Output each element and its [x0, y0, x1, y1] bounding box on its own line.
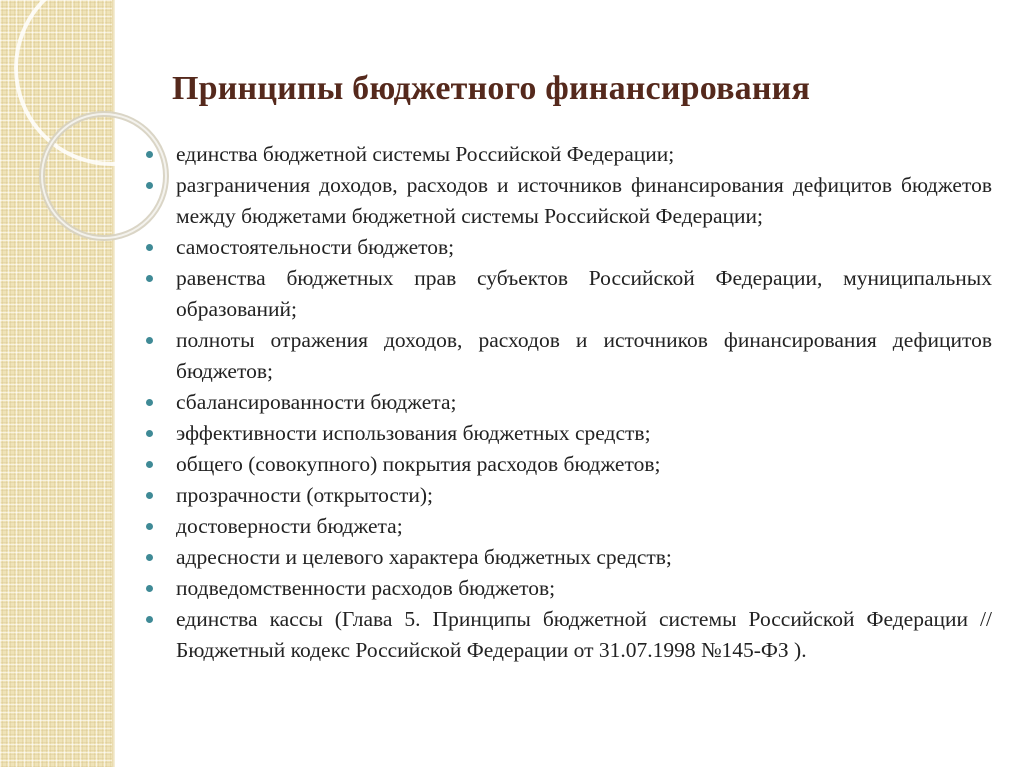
list-item	[146, 480, 992, 511]
principles-list	[146, 139, 992, 666]
list-item	[146, 170, 992, 232]
principle-text: подведомственности расходов бюджетов;	[176, 576, 556, 600]
principle-text: единства бюджетной системы Российской Федерации;	[176, 142, 675, 166]
list-item	[146, 325, 992, 387]
principle-text: общего (совокупного) покрытия расходов бюджетов;	[176, 452, 661, 476]
bullet-icon	[146, 523, 153, 530]
list-item	[146, 139, 992, 170]
list-item	[146, 511, 992, 542]
bullet-icon	[146, 461, 153, 468]
principle-text: полноты отражения доходов, расходов и источников финансирования дефицитов бюджетов;	[176, 328, 992, 383]
principle-text: самостоятельности бюджетов;	[176, 235, 455, 259]
list-item	[146, 263, 992, 325]
bullet-icon	[146, 399, 153, 406]
principle-text: единства кассы (Глава 5. Принципы бюджетной системы Российской Федерации // Бюджетный кодекс Российской Федерации от 31.07.1998 №145-ФЗ ).	[176, 607, 992, 662]
bullet-icon	[146, 430, 153, 437]
principle-text: сбалансированности бюджета;	[176, 390, 457, 414]
principle-text: разграничения доходов, расходов и источников финансирования дефицитов бюджетов между бюджетами бюджетной системы Российской Федерации;	[176, 173, 992, 228]
bullet-icon	[146, 182, 153, 189]
list-item	[146, 542, 992, 573]
list-item	[146, 449, 992, 480]
list-item	[146, 604, 992, 666]
slide-title: Принципы бюджетного финансирования	[172, 70, 811, 107]
principle-text: достоверности бюджета;	[176, 514, 403, 538]
principle-text: прозрачности (открытости);	[176, 483, 433, 507]
list-item	[146, 418, 992, 449]
list-item	[146, 232, 992, 263]
list-item	[146, 387, 992, 418]
principle-text: эффективности использования бюджетных средств;	[176, 421, 651, 445]
bullet-icon	[146, 554, 153, 561]
principle-text: равенства бюджетных прав субъектов Российской Федерации, муниципальных образований;	[176, 266, 992, 321]
bullet-icon	[146, 616, 153, 623]
bullet-icon	[146, 337, 153, 344]
list-item	[146, 573, 992, 604]
bullet-icon	[146, 275, 153, 282]
principle-text: адресности и целевого характера бюджетных средств;	[176, 545, 672, 569]
bullet-icon	[146, 151, 153, 158]
bullet-icon	[146, 244, 153, 251]
bullet-icon	[146, 585, 153, 592]
bullet-icon	[146, 492, 153, 499]
